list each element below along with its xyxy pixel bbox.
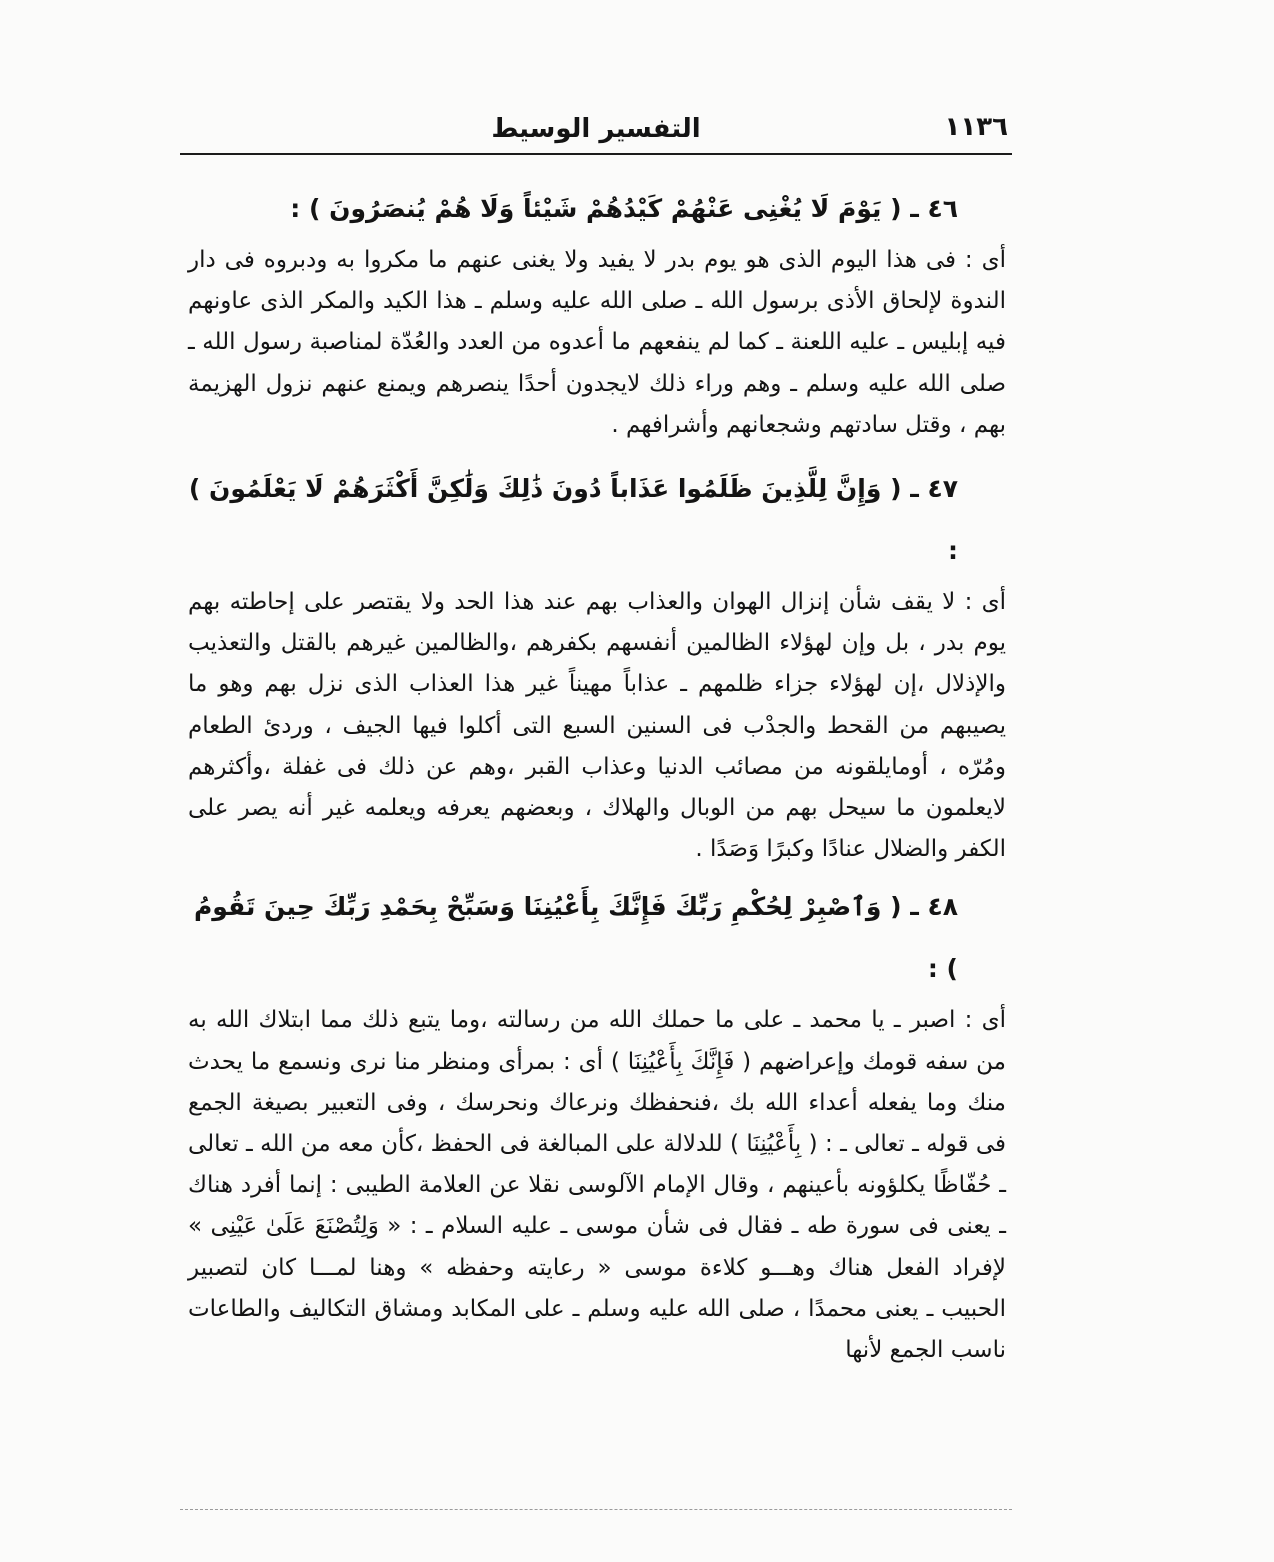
verse-47: ٤٧ ـ ( وَإِنَّ لِلَّذِينَ ظَلَمُوا عَذَاباً دُونَ ذَٰلِكَ وَلَٰكِنَّ أَكْثَرَهُمْ لَا يَعْلَمُونَ ) : <box>188 474 958 566</box>
footer-rule <box>180 1509 1012 1510</box>
commentary-46: أى : فى هذا اليوم الذى هو يوم بدر لا يفيد ولا يغنى عنهم ما مكروا به ودبروه فى دار الندوة لإلحاق الأذى برسول الله ـ صلى الله عليه وسلم ـ هذا الكيد والمكر الذى عاونهم فيه إبليس ـ عليه اللعنة ـ كما لم ينفعهم ما أعدوه من العدد والعُدّة لمناصبة رسول الله ـ صلى الله عليه وسلم ـ وهم وراء ذلك لايجدون أحدًا ينصرهم ويمنع عنهم نزول الهزيمة بهم ، وقتل سادتهم وشجعانهم وأشرافهم . <box>188 247 1006 438</box>
header-rule <box>180 153 1012 155</box>
section-spacer <box>188 446 1006 458</box>
commentary-47: أى : لا يقف شأن إنزال الهوان والعذاب بهم عند هذا الحد ولا يقتصر على إحاطته بهم يوم بدر ، بل وإن لهؤلاء الظالمين أنفسهم بكفرهم ،والظالمين غيرهم بالقتل والتعذيب والإذلال ،إن لهؤلاء جزاء ظلمهم ـ عذاباً مهيناً غير هذا العذاب الذى نزل بهم وهو ما يصيبهم من القحط والجدْب فى السنين السبع التى أكلوا فيها الجيف ، وردئ الطعام ومُرّه ، أومايلقونه من مصائب الدنيا وعذاب القبر ،وهم عن ذلك فى غفلة ،وأكثرهم لايعلمون ما سيحل بهم من الوبال والهلاك ، وبعضهم يعرفه ويعلمه غير أنه يصر على الكفر والضلال عنادًا وكبرًا وَصَدًا . <box>188 589 1006 863</box>
commentary-48: أى : اصبر ـ يا محمد ـ على ما حملك الله من رسالته ،وما يتبع ذلك مما ابتلاك الله به من سفه قومك وإعراضهم ( فَإِنَّكَ بِأَعْيُنِنَا ) أى : بمرأى ومنظر منا نرى ونسمع ما يحدث منك وما يفعله أعداء الله بك ،فنحفظك ونرعاك ونحرسك ، وفى التعبير بصيغة الجمع فى قوله ـ تعالى ـ : ( بِأَعْيُنِنَا ) للدلالة على المبالغة فى الحفظ ،كأن معه من الله ـ تعالى ـ حُفّاظًا يكلؤونه بأعينهم ، وقال الإمام الآلوسى نقلا عن العلامة الطيبى : إنما أفرد هناك ـ يعنى فى سورة طه ـ فقال فى شأن موسى ـ عليه السلام ـ : « وَلِتُصْنَعَ عَلَىٰ عَيْنِى » لإفراد الفعل هناك وهـــو كلاءة موسى « رعايته وحفظه » وهنا لمـــا كان لتصبير الحبيب ـ يعنى محمدًا ، صلى الله عليه وسلم ـ على المكابد ومشاق التكاليف والطاعات ناسب الجمع لأنها <box>188 1007 1006 1364</box>
verse-48: ٤٨ ـ ( وَٱصْبِرْ لِحُكْمِ رَبِّكَ فَإِنَّكَ بِأَعْيُنِنَا وَسَبِّحْ بِحَمْدِ رَبِّكَ حِينَ تَقُومُ ) : <box>193 892 958 984</box>
page-body <box>188 178 1006 1371</box>
page-header <box>180 112 1012 152</box>
page-number: ١١٣٦ <box>944 112 1008 142</box>
running-title: التفسير الوسيط <box>491 114 701 144</box>
verse-46: ٤٦ ـ ( يَوْمَ لَا يُغْنِى عَنْهُمْ كَيْدُهُمْ شَيْئاً وَلَا هُمْ يُنصَرُونَ ) : <box>290 194 958 223</box>
